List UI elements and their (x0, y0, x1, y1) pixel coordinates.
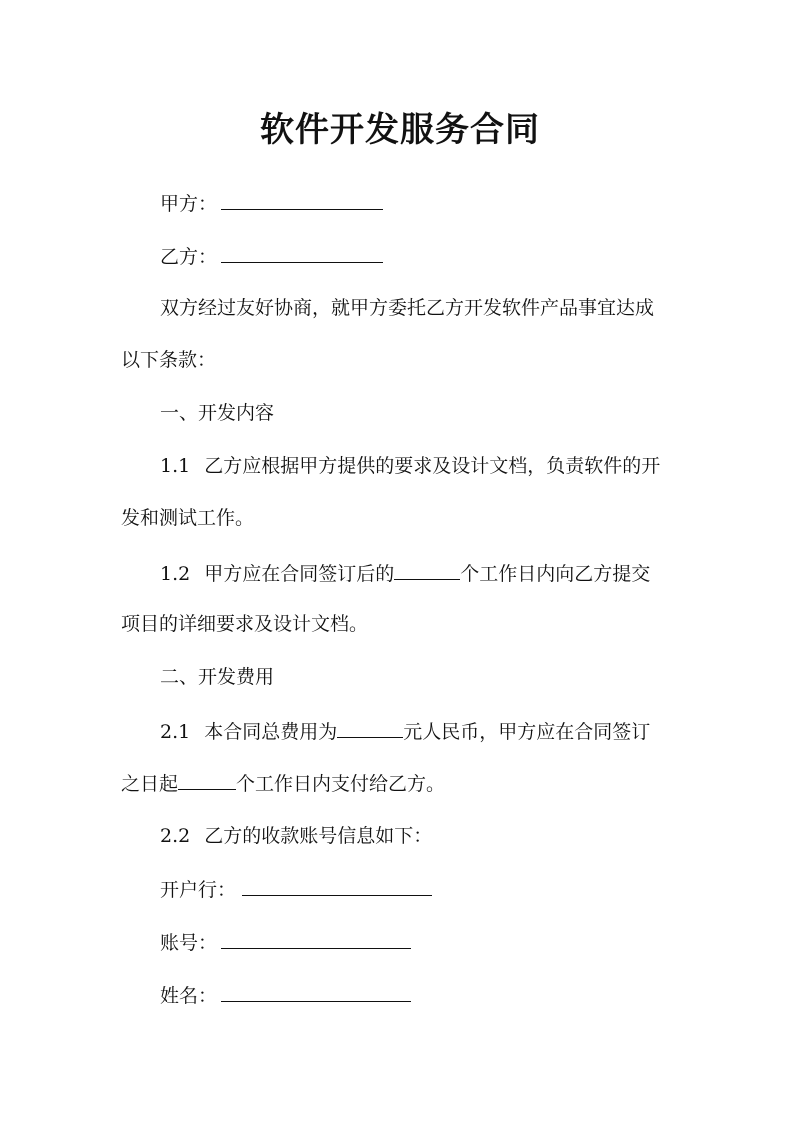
clause-2-1-text-before: 本合同总费用为 (204, 721, 338, 743)
clause-1-1-number: 1.1 (160, 455, 191, 477)
party-a-label: 甲方： (160, 193, 218, 215)
party-b-blank[interactable] (221, 240, 383, 263)
party-a-line (160, 187, 383, 219)
document-title: 软件开发服务合同 (260, 110, 540, 150)
clause-2-1-line-1 (160, 715, 650, 747)
clause-2-1-text-after: 元人民币，甲方应在合同签订 (403, 721, 651, 743)
name-blank[interactable] (221, 979, 411, 1002)
intro-line-2: 以下条款： (121, 349, 217, 371)
clause-2-2-number: 2.2 (160, 825, 191, 847)
bank-label: 开户行： (160, 879, 237, 901)
account-label: 账号： (160, 932, 218, 954)
clause-1-2-line-2: 项目的详细要求及设计文档。 (121, 613, 369, 635)
total-fee-blank[interactable] (337, 715, 403, 738)
bank-blank[interactable] (242, 873, 432, 896)
account-blank[interactable] (221, 926, 411, 949)
section-2-heading: 二、开发费用 (160, 666, 275, 688)
clause-2-1-line2-after: 个工作日内支付给乙方。 (236, 773, 446, 795)
party-a-blank[interactable] (221, 187, 383, 210)
intro-line-1: 双方经过友好协商，就甲方委托乙方开发软件产品事宜达成 (160, 297, 655, 319)
section-1-heading: 一、开发内容 (160, 402, 275, 424)
name-label: 姓名： (160, 985, 218, 1007)
clause-1-2-text-after: 个工作日内向乙方提交 (460, 563, 651, 585)
clause-2-2-line (160, 821, 432, 851)
clause-1-2-text-before: 甲方应在合同签订后的 (204, 563, 395, 585)
clause-2-2-text: 乙方的收款账号信息如下： (204, 825, 433, 847)
clause-1-2-number: 1.2 (160, 563, 191, 585)
clause-1-1-line-2: 发和测试工作。 (121, 507, 255, 529)
account-line (160, 926, 411, 958)
party-b-label: 乙方： (160, 246, 218, 268)
party-b-line (160, 240, 383, 272)
clause-2-1-line-2 (121, 767, 445, 799)
working-days-blank[interactable] (394, 557, 460, 580)
clause-1-2-line-1 (160, 557, 650, 589)
clause-1-1-line-1 (160, 451, 660, 481)
clause-2-1-line2-before: 之日起 (121, 773, 179, 795)
payment-days-blank[interactable] (178, 767, 236, 790)
bank-line (160, 873, 432, 905)
clause-2-1-number: 2.1 (160, 721, 191, 743)
name-line (160, 979, 411, 1011)
clause-1-1-text-1: 乙方应根据甲方提供的要求及设计文档，负责软件的开 (204, 455, 661, 477)
